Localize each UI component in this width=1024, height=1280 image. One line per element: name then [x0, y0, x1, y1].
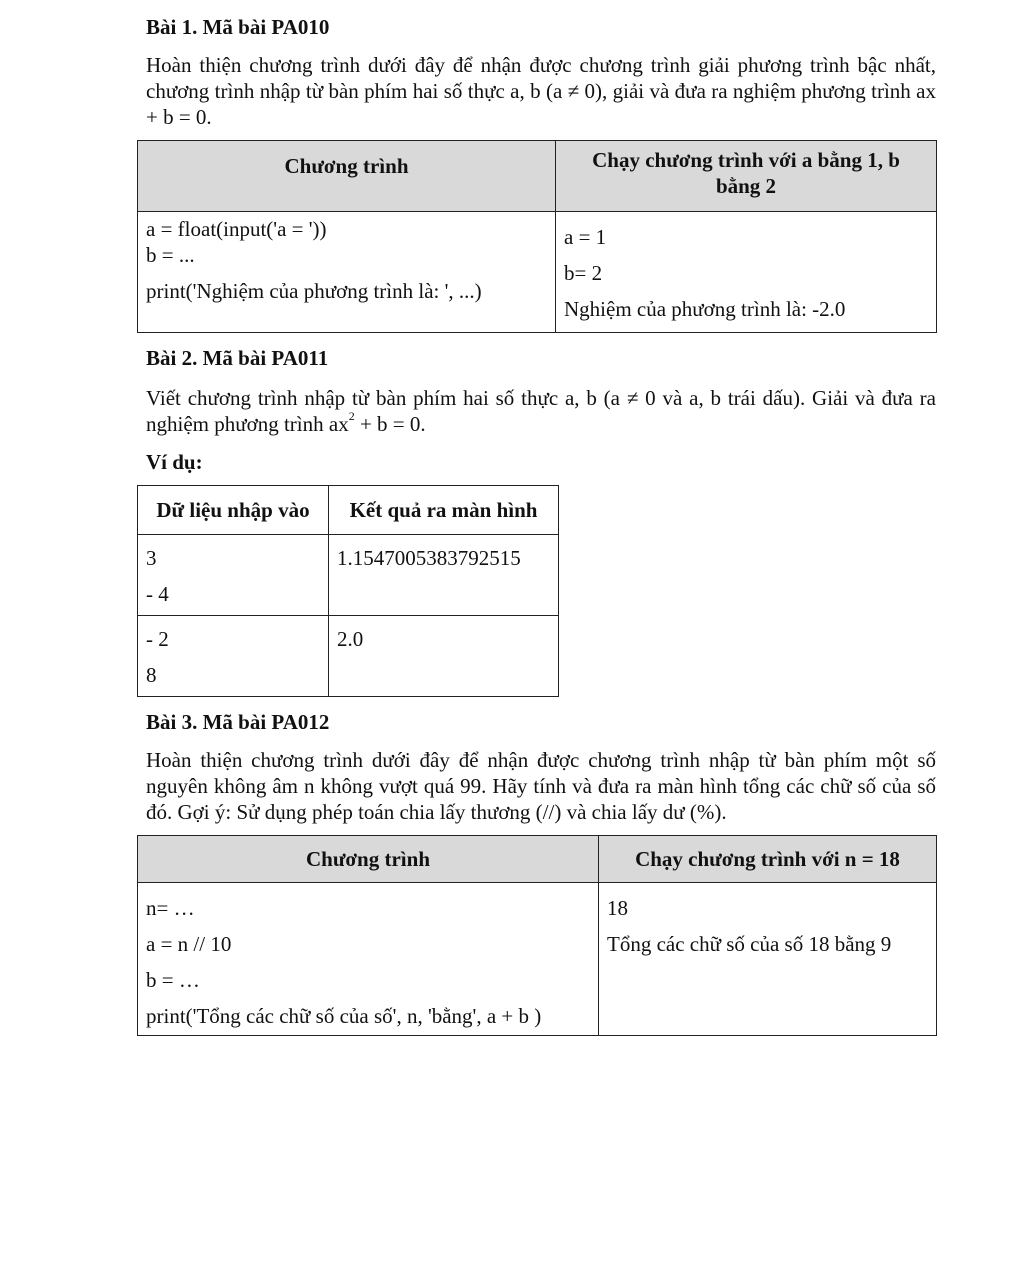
code-line: n= … — [146, 896, 195, 921]
bai3-code-cell — [138, 883, 599, 1036]
bai1-table — [137, 140, 937, 333]
bai3-description: Hoàn thiện chương trình dưới đây để nhận được chương trình nhập từ bàn phím một số nguyên không âm n không vượt quá 99. Hãy tính và đưa ra màn hình tổng các chữ số của số đó. Gợi ý: Sử dụng phép toán chia lấy thương (//) và chia lấy dư (%). — [146, 748, 936, 825]
bai2-output-cell: 2.0 — [329, 616, 559, 697]
code-line: a = n // 10 — [146, 932, 232, 957]
bai2-example-table — [137, 485, 559, 697]
code-line: b = … — [146, 968, 200, 993]
bai1-title: Bài 1. Mã bài PA010 — [146, 15, 330, 39]
bai1-run-cell — [556, 212, 937, 333]
bai1-header-program: Chương trình — [138, 141, 556, 212]
bai2-input-cell: - 2 8 — [138, 616, 329, 697]
example-label: Ví dụ: — [146, 450, 203, 475]
bai1-description: Hoàn thiện chương trình dưới đây để nhận được chương trình giải phương trình bậc nhất, chương trình nhập từ bàn phím hai số thực a, b (a ≠ 0), giải và đưa ra nghiệm phương trình ax + b = 0. — [146, 53, 936, 130]
bai2-input-cell: 3 - 4 — [138, 535, 329, 616]
bai3-table — [137, 835, 937, 1036]
bai2-output-cell: 1.1547005383792515 — [329, 535, 559, 616]
code-line: print('Tổng các chữ số của số', n, 'bằng', a + b ) — [146, 1004, 542, 1029]
bai2-header-input: Dữ liệu nhập vào — [138, 486, 329, 535]
code-line: print('Nghiệm của phương trình là: ', ...) — [146, 279, 482, 304]
bai3-run-cell — [599, 883, 937, 1036]
bai1-code-cell — [138, 212, 556, 333]
bai1-header-run: Chạy chương trình với a bằng 1, b bằng 2 — [556, 141, 937, 212]
run-line: a = 1 — [564, 225, 607, 250]
table-row — [138, 616, 559, 697]
run-line: Tổng các chữ số của số 18 bằng 9 — [607, 932, 892, 957]
run-line: b= 2 — [564, 261, 603, 286]
code-line: b = ... — [146, 243, 195, 268]
bai3-header-run: Chạy chương trình với n = 18 — [599, 836, 937, 883]
code-line: a = float(input('a = ')) — [146, 217, 327, 242]
bai2-title: Bài 2. Mã bài PA011 — [146, 346, 329, 371]
run-line: 18 — [607, 896, 628, 921]
bai3-header-program: Chương trình — [138, 836, 599, 883]
bai2-header-output: Kết quả ra màn hình — [329, 486, 559, 535]
bai2-description: Viết chương trình nhập từ bàn phím hai số thực a, b (a ≠ 0 và a, b trái dấu). Giải và đưa ra nghiệm phương trình $ax^2 + b = 0$. — [146, 386, 936, 437]
table-row — [138, 535, 559, 616]
bai3-title: Bài 3. Mã bài PA012 — [146, 710, 330, 735]
run-line: Nghiệm của phương trình là: -2.0 — [564, 297, 846, 322]
document-page — [146, 14, 936, 1036]
